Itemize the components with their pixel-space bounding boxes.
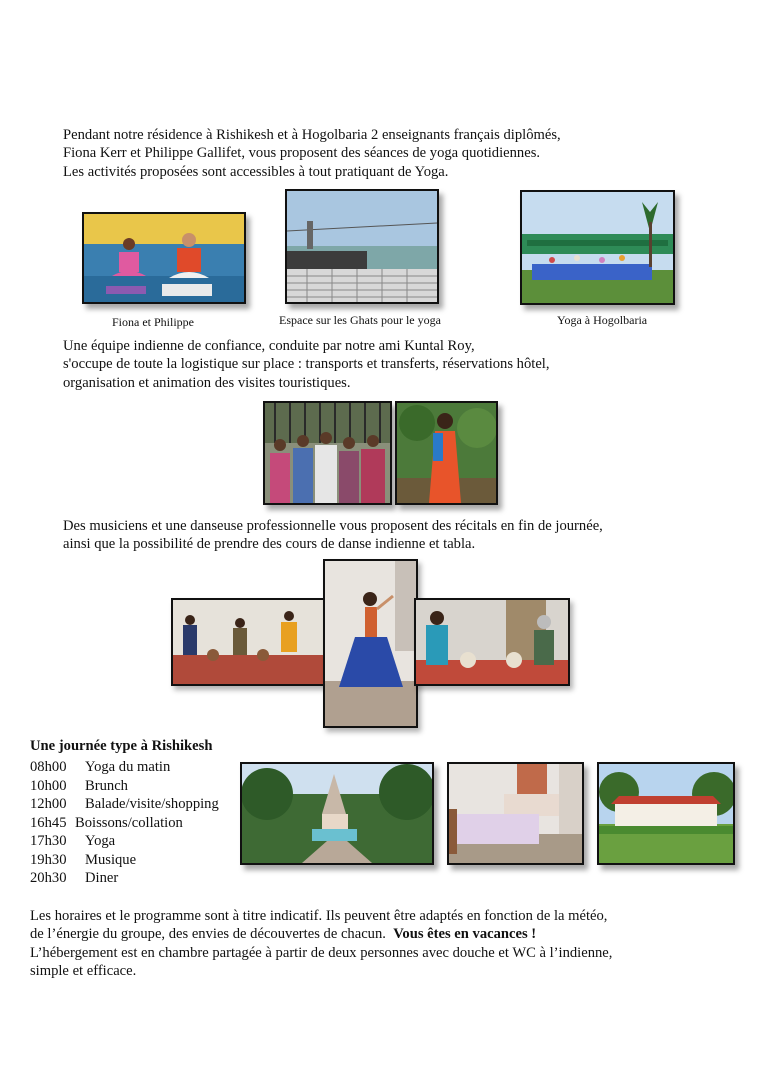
schedule-time: 19h30 [30, 851, 67, 868]
schedule-activity: Yoga [85, 833, 116, 849]
schedule-row [30, 851, 219, 870]
schedule-row [30, 869, 219, 888]
intro-line: Pendant notre résidence à Rishikesh et à Hogolbaria 2 enseignants français diplômés, [63, 127, 561, 143]
photo-rishikesh-room [447, 762, 584, 865]
footer-paragraph [30, 907, 612, 981]
photo-hogolbaria-yoga [520, 190, 675, 305]
schedule-activity: Boissons/collation [75, 814, 183, 831]
photo-musicians-left [171, 598, 327, 686]
photo-musicians-right [414, 598, 570, 686]
footer-emphasis: Vous êtes en vacances ! [393, 926, 537, 943]
photo-rishikesh-temple [240, 762, 434, 865]
schedule-time: 10h00 [30, 777, 67, 794]
schedule-time: 17h30 [30, 833, 67, 849]
music-line: Des musiciens et une danseuse professionnelle vous proposent des récitals en fin de journée, [63, 518, 603, 534]
schedule-time: 16h45 [30, 814, 67, 831]
team-line: s'occupe de toute la logistique sur place : transports et transferts, réservations hôtel, [63, 356, 550, 373]
schedule-activity: Yoga du matin [85, 759, 171, 775]
schedule-time: 20h30 [30, 870, 67, 886]
team-line: organisation et animation des visites touristiques. [63, 374, 351, 391]
caption-hogolbaria: Yoga à Hogolbaria [557, 313, 648, 327]
intro-line: Les activités proposées sont accessibles à tout pratiquant de Yoga. [63, 163, 449, 180]
team-paragraph [63, 337, 550, 392]
photo-team-group [263, 401, 392, 505]
schedule-row [30, 758, 219, 777]
schedule-activity: Brunch [85, 777, 128, 794]
schedule-time: 12h00 [30, 796, 67, 812]
team-line: Une équipe indienne de confiance, conduite par notre ami Kuntal Roy, [63, 338, 475, 354]
schedule-title: Une journée type à Rishikesh [30, 738, 213, 754]
schedule-row [30, 777, 219, 796]
schedule-activity: Diner [85, 870, 119, 886]
schedule-row [30, 795, 219, 814]
schedule-row [30, 814, 219, 833]
music-paragraph [63, 517, 603, 554]
music-line: ainsi que la possibilité de prendre des cours de danse indienne et tabla. [63, 536, 476, 553]
photo-rishikesh-house [597, 762, 735, 865]
schedule-list [30, 758, 219, 888]
footer-line [30, 925, 612, 943]
caption-fiona-philippe: Fiona et Philippe [112, 315, 194, 329]
intro-line: Fiona Kerr et Philippe Gallifet, vous proposent des séances de yoga quotidiennes. [63, 145, 541, 162]
schedule-time: 08h00 [30, 759, 67, 775]
footer-line: L’hébergement est en chambre partagée à partir de deux personnes avec douche et WC à l’indienne, [30, 944, 613, 961]
photo-team-woman [395, 401, 498, 505]
photo-fiona-philippe [82, 212, 246, 304]
intro-paragraph [63, 126, 561, 181]
footer-line: simple et efficace. [30, 963, 137, 980]
schedule-row [30, 832, 219, 851]
photo-dancer [323, 559, 418, 728]
photo-ghats [285, 189, 439, 304]
schedule-activity: Balade/visite/shopping [85, 796, 219, 812]
footer-line: Les horaires et le programme sont à titre indicatif. Ils peuvent être adaptés en fonction de la météo, [30, 908, 608, 924]
caption-ghats: Espace sur les Ghats pour le yoga [279, 313, 441, 327]
schedule-activity: Musique [85, 851, 137, 868]
footer-line-text: de l’énergie du groupe, des envies de découvertes de chacun. [30, 926, 394, 943]
